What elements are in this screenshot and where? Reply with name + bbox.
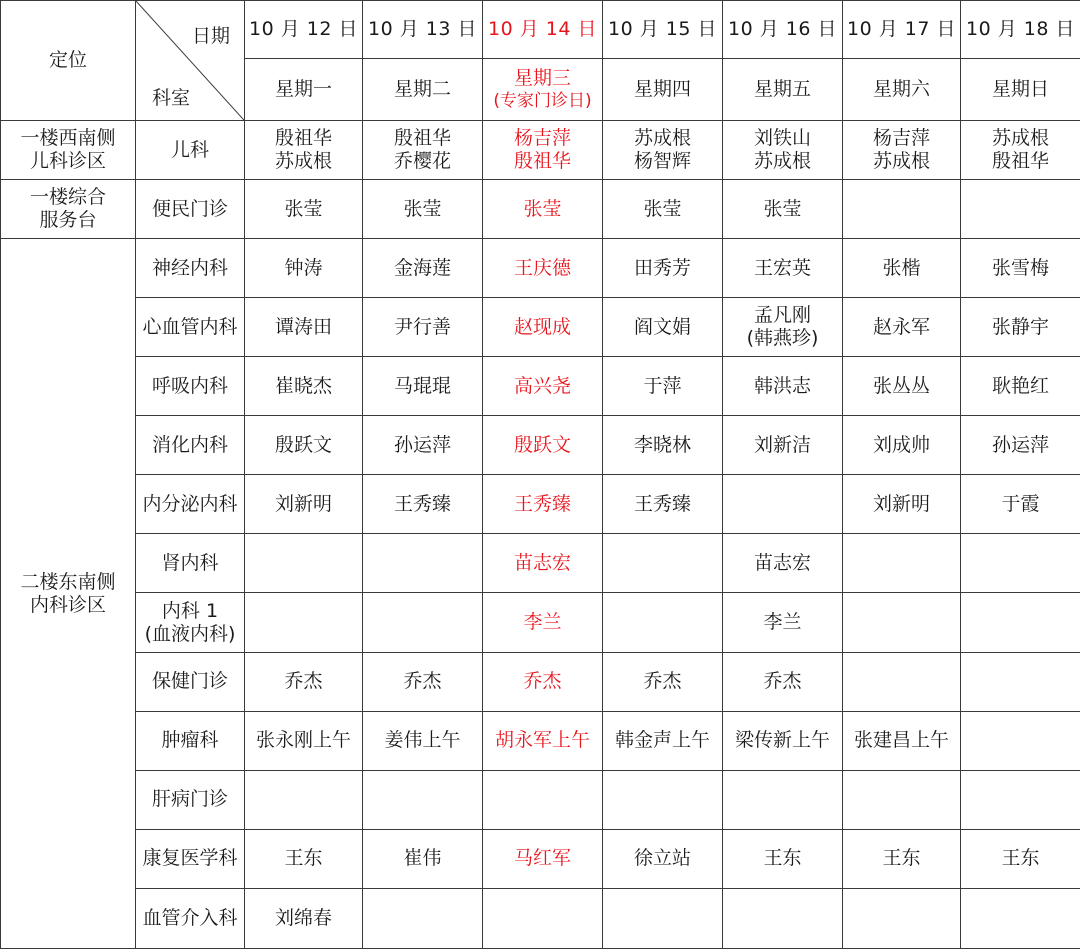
department-label: 肿瘤科 — [161, 729, 219, 752]
weekday-label: 星期一 — [274, 78, 332, 101]
schedule-row — [1, 239, 1080, 298]
doctor-cell — [363, 711, 483, 770]
weekday-header — [843, 59, 961, 121]
weekday-label: 星期日 — [991, 78, 1049, 101]
doctor-name: 于霞 — [1001, 492, 1040, 515]
doctor-cell — [843, 475, 961, 534]
location-label: 服务台 — [39, 209, 97, 232]
doctor-name: 梁传新上午 — [734, 729, 830, 752]
date-header: 10 月 18 日 — [961, 1, 1080, 59]
doctor-name: 苏成根 — [274, 150, 332, 173]
doctor-name: 崔伟 — [403, 847, 442, 870]
department-cell — [136, 711, 245, 770]
doctor-cell — [961, 475, 1080, 534]
doctor-cell — [603, 652, 723, 711]
location-label: 二楼东南侧 — [20, 570, 116, 593]
doctor-cell — [363, 888, 483, 948]
schedule-row — [1, 593, 1080, 652]
doctor-cell — [483, 534, 603, 593]
doctor-cell — [363, 652, 483, 711]
doctor-name: 乔杰 — [284, 670, 323, 693]
doctor-cell — [843, 416, 961, 475]
department-cell — [136, 180, 245, 239]
doctor-cell — [843, 534, 961, 593]
department-cell — [136, 652, 245, 711]
doctor-cell — [723, 534, 843, 593]
date-axis-label: 日期 — [191, 25, 230, 47]
doctor-name: 王东 — [882, 847, 921, 870]
doctor-cell — [603, 121, 723, 180]
doctor-name: 马红军 — [513, 847, 571, 870]
doctor-name: 刘新明 — [872, 492, 930, 515]
doctor-cell — [843, 829, 961, 888]
department-label: 康复医学科 — [142, 847, 238, 870]
weekday-label: 星期三 — [513, 66, 571, 89]
doctor-name: 刘新明 — [274, 492, 332, 515]
schedule-row — [1, 829, 1080, 888]
doctor-cell — [723, 180, 843, 239]
doctor-name: 刘绵春 — [274, 906, 332, 929]
schedule-row — [1, 534, 1080, 593]
department-cell — [136, 534, 245, 593]
doctor-name: 尹行善 — [393, 315, 451, 338]
doctor-name: 张莹 — [523, 197, 562, 220]
doctor-name: 张永刚上午 — [255, 729, 351, 752]
doctor-name: 金海莲 — [393, 256, 451, 279]
doctor-cell — [483, 711, 603, 770]
doctor-cell — [723, 770, 843, 829]
doctor-cell — [603, 711, 723, 770]
doctor-name: 刘铁山 — [753, 127, 811, 150]
doctor-name: 殷祖华 — [274, 127, 332, 150]
schedule-row — [1, 652, 1080, 711]
doctor-name: 张莹 — [763, 197, 802, 220]
doctor-name: 刘成帅 — [872, 433, 930, 456]
doctor-cell — [723, 357, 843, 416]
doctor-name: 王东 — [284, 847, 323, 870]
doctor-name: 张莹 — [284, 197, 323, 220]
doctor-cell — [961, 593, 1080, 652]
department-label: 心血管内科 — [142, 315, 238, 338]
doctor-name: 马琨琨 — [393, 374, 451, 397]
doctor-name: 乔杰 — [403, 670, 442, 693]
doctor-name: (韩燕珍) — [746, 327, 819, 350]
doctor-cell — [843, 888, 961, 948]
doctor-cell — [245, 534, 363, 593]
doctor-name: 张雪梅 — [991, 256, 1049, 279]
doctor-cell — [363, 416, 483, 475]
department-label: 血管介入科 — [142, 906, 238, 929]
doctor-name: 谭涛田 — [274, 315, 332, 338]
date-header: 10 月 17 日 — [843, 1, 961, 59]
doctor-cell — [483, 416, 603, 475]
doctor-cell — [723, 711, 843, 770]
department-label: 内分泌内科 — [142, 492, 238, 515]
doctor-cell — [363, 534, 483, 593]
date-header: 10 月 16 日 — [723, 1, 843, 59]
doctor-name: 姜伟上午 — [384, 729, 461, 752]
schedule-row — [1, 475, 1080, 534]
doctor-cell — [245, 357, 363, 416]
doctor-name: 耿艳红 — [991, 374, 1049, 397]
doctor-name: 苏成根 — [633, 127, 691, 150]
doctor-name: 钟涛 — [284, 256, 323, 279]
doctor-name: 苏成根 — [872, 150, 930, 173]
doctor-cell — [603, 888, 723, 948]
doctor-name: 王秀臻 — [393, 492, 451, 515]
doctor-cell — [843, 180, 961, 239]
doctor-name: 王秀臻 — [513, 492, 571, 515]
doctor-cell — [603, 180, 723, 239]
doctor-name: 高兴尧 — [513, 374, 571, 397]
doctor-cell — [603, 829, 723, 888]
doctor-name: 刘新洁 — [753, 433, 811, 456]
doctor-name: 徐立站 — [633, 847, 691, 870]
doctor-cell — [483, 239, 603, 298]
doctor-cell — [843, 121, 961, 180]
doctor-cell — [245, 239, 363, 298]
doctor-cell — [723, 888, 843, 948]
date-header: 10 月 12 日 — [245, 1, 363, 59]
doctor-cell — [363, 475, 483, 534]
doctor-name: 张莹 — [403, 197, 442, 220]
doctor-cell — [843, 711, 961, 770]
department-cell — [136, 593, 245, 652]
doctor-name: 赵现成 — [513, 315, 571, 338]
doctor-cell — [245, 593, 363, 652]
doctor-name: 杨吉萍 — [513, 127, 571, 150]
doctor-cell — [603, 298, 723, 357]
schedule-row — [1, 121, 1080, 180]
department-axis-label: 科室 — [152, 87, 191, 110]
doctor-cell — [363, 770, 483, 829]
location-cell — [1, 180, 136, 239]
doctor-cell — [723, 829, 843, 888]
location-label: 一楼综合 — [29, 186, 106, 209]
doctor-cell — [723, 593, 843, 652]
doctor-name: 苏成根 — [991, 127, 1049, 150]
schedule-row — [1, 888, 1080, 948]
doctor-cell — [245, 888, 363, 948]
doctor-name: 张丛丛 — [872, 374, 930, 397]
location-cell — [1, 121, 136, 180]
doctor-cell — [961, 357, 1080, 416]
doctor-cell — [723, 652, 843, 711]
schedule-row — [1, 770, 1080, 829]
doctor-cell — [843, 593, 961, 652]
doctor-cell — [961, 416, 1080, 475]
department-label: 肾内科 — [161, 551, 219, 574]
doctor-name: 李晓林 — [633, 433, 691, 456]
department-label: 呼吸内科 — [151, 374, 228, 397]
doctor-cell — [245, 416, 363, 475]
doctor-name: 苗志宏 — [513, 551, 571, 574]
doctor-name: 王庆德 — [513, 256, 571, 279]
doctor-name: 韩洪志 — [753, 374, 811, 397]
doctor-cell — [483, 475, 603, 534]
doctor-cell — [961, 711, 1080, 770]
doctor-name: 崔晓杰 — [274, 374, 332, 397]
department-label: 便民门诊 — [151, 197, 228, 220]
doctor-cell — [245, 829, 363, 888]
doctor-cell — [245, 652, 363, 711]
department-cell — [136, 416, 245, 475]
doctor-cell — [363, 121, 483, 180]
date-header: 10 月 14 日 — [483, 1, 603, 59]
doctor-name: 韩金声上午 — [614, 729, 710, 752]
doctor-cell — [245, 180, 363, 239]
doctor-cell — [603, 475, 723, 534]
doctor-cell — [723, 416, 843, 475]
doctor-cell — [723, 121, 843, 180]
weekday-header — [363, 59, 483, 121]
location-cell — [1, 239, 136, 949]
doctor-name: 张建昌上午 — [853, 729, 949, 752]
doctor-cell — [843, 770, 961, 829]
doctor-cell — [603, 534, 723, 593]
doctor-cell — [961, 770, 1080, 829]
doctor-cell — [483, 298, 603, 357]
doctor-name: 田秀芳 — [633, 256, 691, 279]
doctor-cell — [723, 239, 843, 298]
doctor-cell — [723, 475, 843, 534]
doctor-name: 王宏英 — [753, 256, 811, 279]
doctor-cell — [723, 298, 843, 357]
doctor-cell — [483, 121, 603, 180]
doctor-cell — [483, 593, 603, 652]
doctor-name: 李兰 — [523, 611, 562, 633]
doctor-name: 乔杰 — [643, 670, 682, 693]
weekday-header — [723, 59, 843, 121]
department-cell — [136, 121, 245, 180]
doctor-name: 苏成根 — [753, 150, 811, 173]
doctor-cell — [603, 770, 723, 829]
department-cell — [136, 239, 245, 298]
doctor-cell — [245, 711, 363, 770]
department-label: 儿科 — [170, 138, 209, 161]
diagonal-header-cell — [136, 1, 245, 121]
doctor-name: 乔杰 — [763, 670, 802, 693]
department-label: (血液内科) — [144, 622, 236, 645]
department-cell — [136, 357, 245, 416]
location-label: 内科诊区 — [29, 593, 106, 616]
doctor-name: 殷祖华 — [513, 150, 571, 173]
doctor-name: 王秀臻 — [633, 492, 691, 515]
doctor-cell — [961, 829, 1080, 888]
doctor-cell — [483, 770, 603, 829]
doctor-cell — [603, 239, 723, 298]
doctor-name: 王东 — [1001, 847, 1040, 870]
schedule-row — [1, 416, 1080, 475]
weekday-label: 星期四 — [633, 78, 691, 101]
doctor-name: 苗志宏 — [753, 551, 811, 574]
doctor-name: 王东 — [763, 847, 802, 870]
weekday-header — [245, 59, 363, 121]
doctor-name: 乔樱花 — [393, 150, 451, 173]
department-label: 神经内科 — [151, 256, 228, 279]
doctor-cell — [603, 416, 723, 475]
doctor-name: 张静宇 — [991, 315, 1049, 338]
doctor-name: 杨智辉 — [633, 150, 691, 173]
doctor-name: 李兰 — [763, 611, 802, 633]
date-header: 10 月 15 日 — [603, 1, 723, 59]
doctor-cell — [961, 534, 1080, 593]
doctor-cell — [843, 239, 961, 298]
department-label: 消化内科 — [151, 433, 228, 456]
doctor-cell — [961, 239, 1080, 298]
doctor-name: 殷跃文 — [513, 433, 571, 456]
doctor-name: 赵永军 — [872, 315, 930, 338]
department-label: 内科 1 — [161, 599, 219, 622]
doctor-cell — [363, 180, 483, 239]
weekday-label: 星期六 — [872, 78, 930, 101]
expert-day-note: (专家门诊日) — [493, 90, 592, 111]
doctor-cell — [483, 357, 603, 416]
doctor-cell — [603, 357, 723, 416]
doctor-cell — [483, 180, 603, 239]
schedule-row — [1, 298, 1080, 357]
doctor-name: 殷祖华 — [393, 127, 451, 150]
doctor-cell — [843, 357, 961, 416]
doctor-cell — [483, 829, 603, 888]
location-label: 一楼西南侧 — [20, 127, 116, 150]
header-date-row — [1, 1, 1080, 59]
date-header: 10 月 13 日 — [363, 1, 483, 59]
doctor-name: 孟凡刚 — [753, 304, 811, 327]
doctor-cell — [245, 770, 363, 829]
doctor-cell — [961, 121, 1080, 180]
department-label: 肝病门诊 — [151, 788, 228, 811]
doctor-cell — [363, 593, 483, 652]
department-cell — [136, 829, 245, 888]
doctor-cell — [961, 298, 1080, 357]
schedule-row — [1, 711, 1080, 770]
doctor-cell — [245, 298, 363, 357]
doctor-cell — [961, 888, 1080, 948]
doctor-name: 胡永军上午 — [494, 729, 590, 752]
doctor-cell — [363, 829, 483, 888]
doctor-cell — [363, 357, 483, 416]
doctor-cell — [961, 652, 1080, 711]
doctor-cell — [363, 239, 483, 298]
department-cell — [136, 475, 245, 534]
doctor-name: 于萍 — [643, 374, 682, 397]
weekday-label: 星期五 — [753, 78, 811, 101]
department-cell — [136, 770, 245, 829]
doctor-name: 殷祖华 — [991, 150, 1049, 173]
doctor-cell — [603, 593, 723, 652]
department-cell — [136, 298, 245, 357]
doctor-cell — [245, 475, 363, 534]
doctor-name: 杨吉萍 — [872, 127, 930, 150]
doctor-name: 孙运萍 — [393, 433, 451, 456]
doctor-cell — [483, 652, 603, 711]
weekday-label: 星期二 — [393, 78, 451, 101]
weekday-header — [961, 59, 1080, 121]
location-label: 儿科诊区 — [29, 150, 106, 173]
doctor-name: 殷跃文 — [274, 433, 332, 456]
schedule-row — [1, 180, 1080, 239]
department-cell — [136, 888, 245, 948]
schedule-row — [1, 357, 1080, 416]
doctor-name: 张楷 — [882, 256, 921, 279]
doctor-cell — [483, 888, 603, 948]
doctor-name: 孙运萍 — [991, 433, 1049, 456]
doctor-cell — [961, 180, 1080, 239]
doctor-cell — [363, 298, 483, 357]
department-label: 保健门诊 — [151, 670, 228, 693]
doctor-name: 阎文娟 — [633, 315, 691, 338]
doctor-cell — [843, 298, 961, 357]
doctor-cell — [843, 652, 961, 711]
doctor-name: 乔杰 — [523, 670, 562, 693]
doctor-name: 张莹 — [643, 197, 682, 220]
location-header: 定位 — [1, 1, 136, 121]
weekday-header — [483, 59, 603, 121]
doctor-cell — [245, 121, 363, 180]
weekday-header — [603, 59, 723, 121]
